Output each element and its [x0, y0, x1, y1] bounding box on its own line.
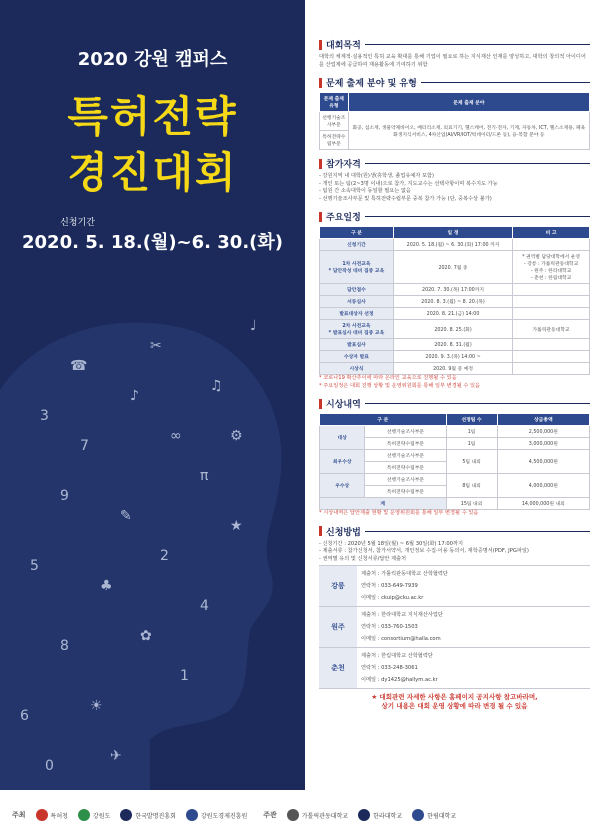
- apply-heading: 신청방법: [326, 527, 361, 538]
- svg-text:7: 7: [80, 438, 89, 454]
- svg-text:☀: ☀: [90, 698, 103, 714]
- org-hallym: 한림대학교: [412, 809, 456, 821]
- apply-item: - 신청기간 : 2020년 5월 18일(월) ~ 6월 30일(화) 17:00까지: [319, 540, 464, 547]
- hallym-logo-icon: [412, 809, 424, 821]
- field-table: [319, 92, 590, 150]
- organizer-label: 주관: [263, 811, 277, 819]
- schedule-row: [320, 339, 590, 351]
- award-cell: 선행기술조사부문: [365, 474, 446, 486]
- schedule-cell: 답안접수: [320, 284, 394, 296]
- award-cell: 5팀 내외: [446, 450, 497, 474]
- svg-text:3: 3: [40, 408, 49, 424]
- schedule-row: [320, 284, 590, 296]
- awards-section: [319, 397, 590, 518]
- svg-text:⚙: ⚙: [230, 428, 243, 444]
- bullet-bar: [319, 159, 322, 169]
- schedule-heading: 주요일정: [326, 213, 361, 223]
- contact-line: 제출처 : 가톨릭관동대학교 산학협력단: [361, 571, 448, 577]
- org-cku: 가톨릭관동대학교: [287, 809, 348, 821]
- contact-row: [319, 606, 590, 647]
- svg-text:9: 9: [60, 488, 69, 504]
- award-row: [320, 450, 590, 462]
- apply-item: - 권역별 유의 및 신청서류/답안 제출처: [319, 555, 407, 562]
- poster-left-panel: [0, 0, 305, 790]
- award-cell: 1팀: [446, 438, 497, 450]
- contact-line: 제출처 : 한림대학교 산학협력단: [361, 653, 433, 659]
- contact-line: 연락처 : 033-760-1503: [361, 624, 418, 630]
- bullet-bar: [319, 212, 322, 222]
- eligibility-item: - 개인 또는 팀(2~3명 이내)으로 참가, 지도교수는 선택사항이며 복수지도 가능: [319, 180, 498, 187]
- award-cell: 2,500,000원: [497, 426, 589, 438]
- svg-text:4: 4: [200, 598, 209, 614]
- purpose-body: 대학의 체계적·실용적인 특허 교육 확대를 통해 기업이 필요로 하는 지식재산 인재를 양성하고, 대학의 창의적 아이디어를 산업계에 공급하여 재용활동에 기여하기 위함: [319, 54, 586, 68]
- award-group: 최우수상: [320, 450, 365, 474]
- schedule-cell: 2020. 8. 21.(금) 14:00: [393, 308, 512, 320]
- award-group: 우수상: [320, 474, 365, 498]
- awards-header: 상금총액: [497, 414, 589, 426]
- contact-city: 원주: [319, 607, 357, 647]
- eligibility-heading: 참가자격: [326, 160, 361, 170]
- awards-header: 구 분: [320, 414, 447, 426]
- schedule-row: [320, 251, 590, 284]
- head-silhouette-art: [0, 270, 305, 790]
- schedule-cell: 2020. 8. 31.(월): [393, 339, 512, 351]
- schedule-cell: 2020. 7. 30.(목) 17:00까지: [393, 284, 512, 296]
- divider: [365, 44, 590, 45]
- period-label: 신청기간: [60, 218, 95, 228]
- poster-title-line1: 특허전략: [67, 92, 238, 141]
- schedule-cell: 시상식: [320, 363, 394, 375]
- schedule-row: [320, 296, 590, 308]
- contact-line: 연락처 : 033-649-7939: [361, 583, 418, 589]
- contact-row: [319, 647, 590, 688]
- eligibility-section: [319, 157, 590, 203]
- svg-text:5: 5: [30, 558, 39, 574]
- awards-header: 선정팀 수: [446, 414, 497, 426]
- host-label: 주최: [12, 811, 26, 819]
- host-gangwon: 강원도: [78, 809, 110, 821]
- schedule-header: 일 정: [393, 227, 512, 239]
- svg-text:♣: ♣: [100, 578, 113, 594]
- svg-text:6: 6: [20, 708, 29, 724]
- contact-info: [357, 648, 590, 688]
- host-kipo: 특허청: [36, 809, 68, 821]
- bullet-bar: [319, 78, 322, 88]
- schedule-cell: 서류심사: [320, 296, 394, 308]
- svg-text:♫: ♫: [210, 378, 223, 394]
- schedule-cell: 2020. 9월 중 예정: [393, 363, 512, 375]
- awards-heading: 시상내역: [326, 400, 361, 410]
- contact-line: 이메일 : ckuip@cku.ac.kr: [361, 595, 424, 601]
- field-header-field: 문제 출제 분야: [348, 93, 589, 112]
- award-total-cell: 15팀 내외: [446, 498, 497, 510]
- award-cell: 4,000,000원: [497, 474, 589, 498]
- kipa-logo-icon: [120, 809, 132, 821]
- host-kipa: 한국발명진흥회: [120, 809, 176, 821]
- contact-city: 춘천: [319, 648, 357, 688]
- poster-right-panel: [305, 0, 600, 790]
- svg-text:8: 8: [60, 638, 69, 654]
- purpose-heading: 대회목적: [326, 41, 361, 51]
- schedule-cell: [513, 308, 590, 320]
- bullet-bar: [319, 526, 322, 536]
- schedule-cell: 2020. 9. 3.(목) 14:00 ~: [393, 351, 512, 363]
- svg-text:☎: ☎: [70, 358, 88, 374]
- award-cell: 선행기술조사부문: [365, 426, 446, 438]
- contact-line: 이메일 : dy1425@hallym.ac.kr: [361, 677, 438, 683]
- apply-section: [319, 525, 590, 712]
- award-cell: 1팀: [446, 426, 497, 438]
- divider: [421, 82, 590, 83]
- award-cell: 3,000,000원: [497, 438, 589, 450]
- field-section: [319, 76, 590, 150]
- svg-text:★: ★: [230, 518, 243, 534]
- application-period: [0, 215, 305, 254]
- award-total-row: [320, 498, 590, 510]
- contact-city: 강릉: [319, 566, 357, 606]
- schedule-row: [320, 351, 590, 363]
- halla-logo-icon: [358, 809, 370, 821]
- schedule-cell: 2020. 7월 중: [393, 251, 512, 284]
- schedule-header: 비 고: [513, 227, 590, 239]
- svg-text:2: 2: [160, 548, 169, 564]
- schedule-note: * 주요일정은 대회 진행 상황 및 운영위원회를 통해 일부 변경될 수 있음: [319, 382, 481, 389]
- divider: [365, 531, 590, 532]
- svg-text:✎: ✎: [120, 508, 132, 524]
- field-header-type: 문제 출제 유형: [320, 93, 349, 112]
- schedule-cell: [513, 351, 590, 363]
- svg-text:π: π: [200, 468, 209, 484]
- schedule-cell: [513, 339, 590, 351]
- svg-text:✿: ✿: [140, 628, 152, 644]
- svg-text:♪: ♪: [130, 388, 139, 404]
- svg-text:∞: ∞: [170, 428, 182, 444]
- schedule-row: [320, 320, 590, 339]
- contact-line: 제출처 : 한라대학교 지식재산사업단: [361, 612, 443, 618]
- field-heading: 문제 출제 분야 및 유형: [326, 79, 417, 89]
- period-text: 2020. 5. 18.(월)~6. 30.(화): [22, 232, 283, 253]
- field-list: 화공, 섬소재, 생물약제바이오, 배터리소재, 의료기기, 헬스케어, 전기·전자, 기계, 자동차, ICT, 헬스소재용, 패육화생지식서비스, 4차산업(AI/VR/IOT/빅데이터/드론 등), 융·복합 분야 등: [348, 112, 589, 150]
- divider: [365, 403, 590, 404]
- schedule-header: 구 분: [320, 227, 394, 239]
- award-total-cell: 14,000,000원 내외: [497, 498, 589, 510]
- svg-text:0: 0: [45, 758, 54, 774]
- schedule-cell: 2차 사전교육 * 발표심사 대비 집중 교육: [320, 320, 394, 339]
- svg-text:✂: ✂: [150, 338, 162, 354]
- cku-logo-icon: [287, 809, 299, 821]
- schedule-cell: 발표심사: [320, 339, 394, 351]
- eligibility-item: - 팀원 간 소속대학이 동일할 필요는 없음: [319, 188, 411, 194]
- award-cell: 4,500,000원: [497, 450, 589, 474]
- schedule-table: [319, 226, 590, 375]
- award-cell: 특허전략수립부문: [365, 486, 446, 498]
- gangwon-logo-icon: [78, 809, 90, 821]
- award-cell: 특허전략수립부문: [365, 462, 446, 474]
- award-row: [320, 474, 590, 486]
- kipo-logo-icon: [36, 809, 48, 821]
- footer: [0, 790, 600, 840]
- field-type: 선행기술조사부문: [320, 112, 349, 131]
- gepa-logo-icon: [186, 809, 198, 821]
- schedule-row: [320, 363, 590, 375]
- poster-title-line2: 경진대회: [67, 148, 238, 197]
- schedule-cell: [513, 284, 590, 296]
- svg-text:♩: ♩: [250, 318, 257, 334]
- schedule-cell: [513, 363, 590, 375]
- schedule-cell: 가톨릭관동대학교: [513, 320, 590, 339]
- schedule-row: [320, 308, 590, 320]
- schedule-cell: 신청기간: [320, 239, 394, 251]
- awards-table: [319, 413, 590, 510]
- schedule-row: [320, 239, 590, 251]
- contact-list: [319, 565, 590, 689]
- award-cell: 선행기술조사부문: [365, 450, 446, 462]
- schedule-cell: 수상자 발표: [320, 351, 394, 363]
- divider: [365, 216, 590, 217]
- divider: [365, 163, 590, 164]
- award-row: [320, 426, 590, 438]
- svg-text:✈: ✈: [110, 748, 122, 764]
- notice-text: ★ 대회관련 자세한 사항은 홈페이지 공지사항 참고바라며, 상기 내용은 대회 운영 상황에 따라 변경 될 수 있음: [371, 693, 538, 710]
- bullet-bar: [319, 399, 322, 409]
- eligibility-item: - 선행기술조사부문 및 특허전략수립부문 중복 참가 가능 (단, 중복수상 불가): [319, 195, 492, 202]
- field-type: 특허전략수립부문: [320, 131, 349, 150]
- schedule-section: [319, 210, 590, 390]
- contact-info: [357, 566, 590, 606]
- award-cell: 8팀 내외: [446, 474, 497, 498]
- host-gepa: 강원도경제진흥원: [186, 809, 247, 821]
- org-halla: 한라대학교: [358, 809, 402, 821]
- schedule-cell: 발표대상자 선정: [320, 308, 394, 320]
- purpose-section: [319, 38, 590, 69]
- schedule-cell: 2020. 8. 25.(화): [393, 320, 512, 339]
- schedule-cell: 2020. 5. 18.(월) ~ 6. 30.(화) 17:00 까지: [393, 239, 512, 251]
- schedule-cell: 2020. 8. 3.(월) ~ 8. 20.(목): [393, 296, 512, 308]
- svg-text:1: 1: [180, 668, 189, 684]
- eligibility-item: - 강원지역 내 대학(원)생(휴학생, 졸업유예자 포함): [319, 173, 435, 179]
- contact-line: 이메일 : consortium@halla.com: [361, 636, 441, 642]
- awards-note: * 시상내역은 답안제출 현황 및 운영위원회를 통해 일부 변경될 수 있음: [319, 510, 479, 516]
- award-total-cell: 계: [320, 498, 447, 510]
- schedule-cell: * 권역별 담당대학에서 운영 - 강릉 : 가톨릭관동대학교 - 원주 : 한라대학교 - 춘천 : 한림대학교: [513, 251, 590, 284]
- schedule-cell: 1차 사전교육 * 답안작성 대비 집중 교육: [320, 251, 394, 284]
- schedule-note: * 코로나19 확산추이에 따라 온라인 교육으로 진행될 수 있음: [319, 375, 457, 381]
- contact-line: 연락처 : 033-248-3061: [361, 665, 418, 671]
- bullet-bar: [319, 40, 322, 50]
- award-group: 대상: [320, 426, 365, 450]
- schedule-cell: [513, 239, 590, 251]
- award-cell: 특허전략수립부문: [365, 438, 446, 450]
- poster-subtitle: 2020 강원 캠퍼스: [77, 49, 228, 70]
- contact-info: [357, 607, 590, 647]
- schedule-cell: [513, 296, 590, 308]
- contact-row: [319, 565, 590, 606]
- head-silhouette: [0, 323, 282, 791]
- apply-item: - 제출서류 : 참가신청서, 참가서약서, 개인정보 수집·이용 동의서, 재학증명서(PDF, JPG파일): [319, 548, 529, 554]
